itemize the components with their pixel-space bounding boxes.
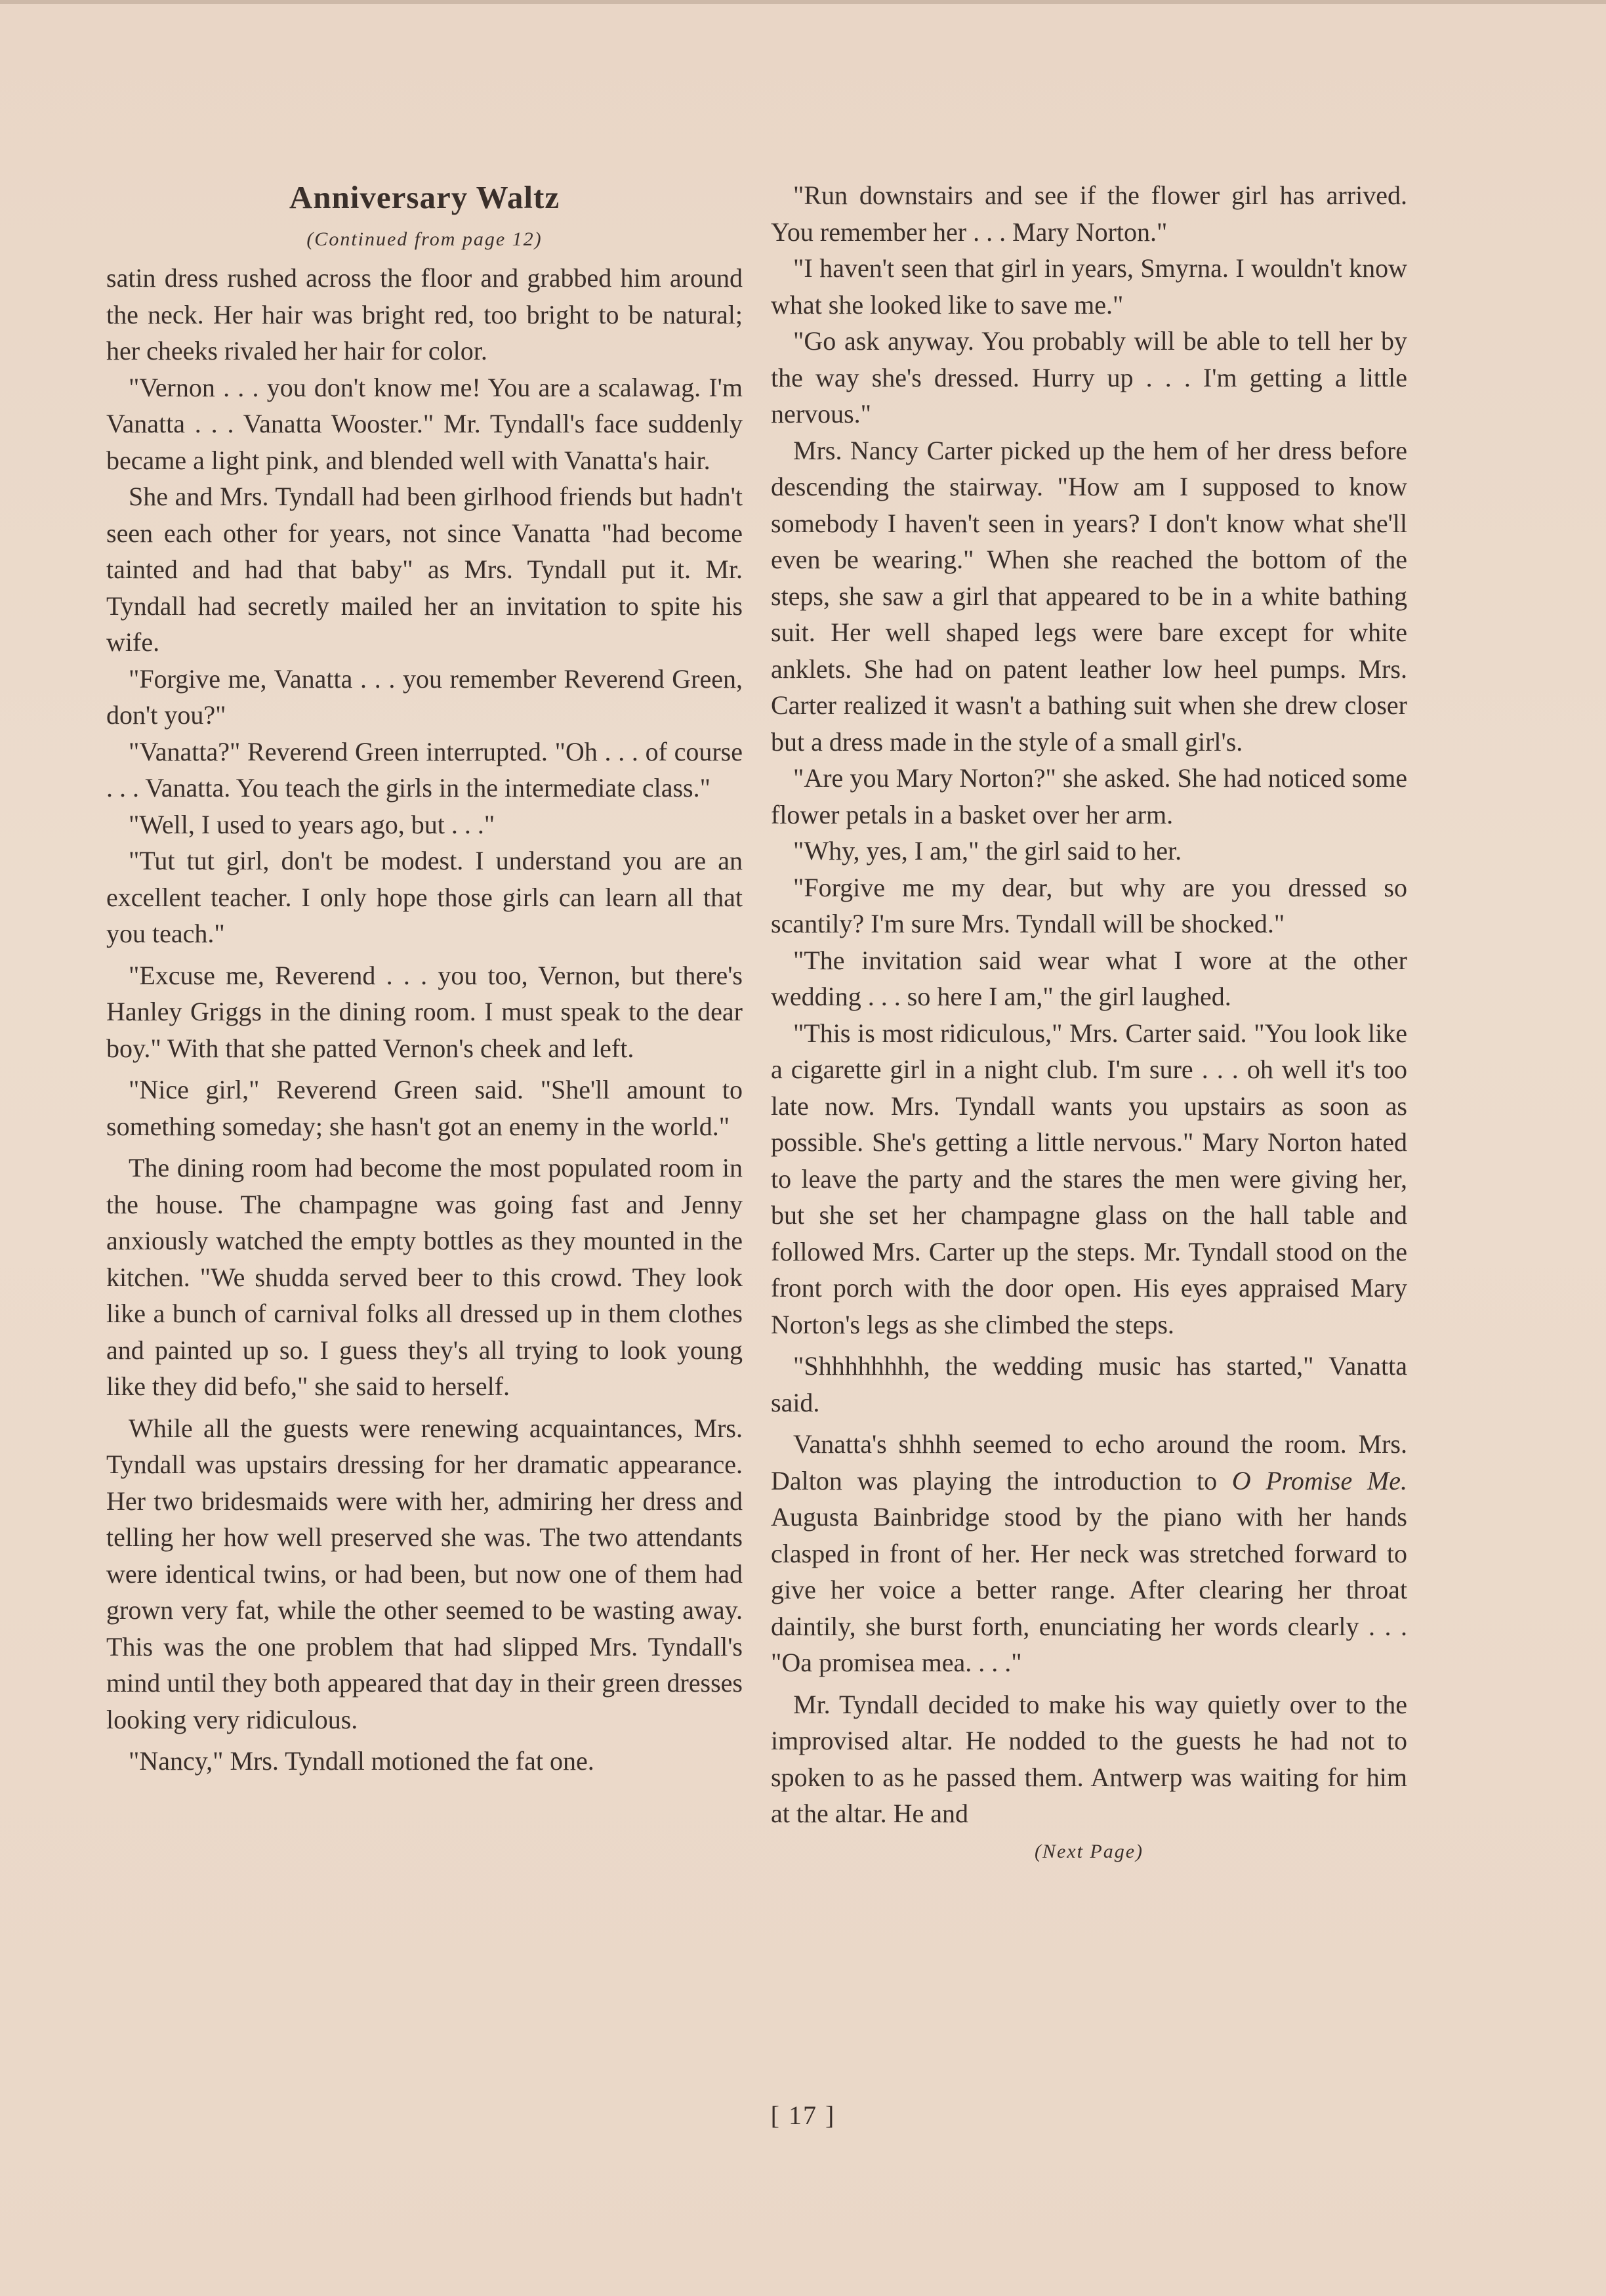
paragraph: "Tut tut girl, don't be modest. I understand you are an excellent teacher. I only hope those girls can learn all that you teach." [106,846,743,948]
song-title: O Promise Me. [1231,1465,1408,1495]
left-column [106,177,743,1780]
page-number: [ 17 ] [770,2100,836,2130]
paragraph: "Shhhhhhhh, the wedding music has started," Vanatta said. [771,1351,1407,1417]
paragraph-with-song [771,1426,1407,1681]
song-paragraph-end: Augusta Bainbridge stood by the piano with her hands clasped in front of her. Her neck was stretched forward to give her voice a better range. After clearing her throat daintily, she burst forth, enunciating her words clearly . . . "Oa promisea mea. . . ." [771,1502,1407,1677]
paragraph: "This is most ridiculous," Mrs. Carter said. "You look like a cigarette girl in a night club. I'm sure . . . oh well it's too late now. Mrs. Tyndall wants you upstairs as soon as possible. She's getting a little nervous." Mary Norton hated to leave the party and the stares the men were giving her, but she set her champagne glass on the hall table and followed Mrs. Carter up the steps. Mr. Tyndall stood on the front porch with the door open. His eyes appraised Mary Norton's legs as she climbed the steps. [771,1018,1407,1339]
paragraph: "Why, yes, I am," the girl said to her. [793,836,1182,866]
paragraph: The dining room had become the most populated room in the house. The champagne was going fast and Jenny anxiously watched the empty bottles as they mounted in the kitchen. "We shudda served beer to this crowd. They look like a bunch of carnival folks all dressed up in them clothes and painted up so. I guess they's all trying to look young like they did befo," she said to herself. [106,1153,743,1401]
paragraph: "Forgive me, Vanatta . . . you remember Reverend Green, don't you?" [106,663,743,730]
article-title: Anniversary Waltz [289,179,560,215]
paragraph: "I haven't seen that girl in years, Smyrna. I wouldn't know what she looked like to save me." [771,253,1407,320]
paragraph: "The invitation said wear what I wore at the other wedding . . . so here I am," the girl laughed. [771,945,1407,1011]
paragraph: "Nancy," Mrs. Tyndall motioned the fat one. [129,1746,594,1776]
right-column [771,177,1407,1866]
paragraph: "Are you Mary Norton?" she asked. She had noticed some flower petals in a basket over her arm. [771,763,1407,829]
paragraph: satin dress rushed across the floor and grabbed him around the neck. Her hair was bright red, too bright to be natural; her cheeks rivaled her hair for color. [106,263,743,365]
paragraph: "Go ask anyway. You probably will be able to tell her by the way she's dressed. Hurry up . . . I'm getting a little nervous." [771,326,1407,428]
paragraph: "Run downstairs and see if the flower girl has arrived. You remember her . . . Mary Norton." [771,180,1407,247]
paragraph: "Vernon . . . you don't know me! You are a scalawag. I'm Vanatta . . . Vanatta Wooster." Mr. Tyndall's face suddenly became a light pink, and blended well with Vanatta's hair. [106,372,743,475]
paragraph: "Well, I used to years ago, but . . ." [129,809,495,839]
page-top-edge [0,0,1606,4]
paragraph: "Forgive me my dear, but why are you dressed so scantily? I'm sure Mrs. Tyndall will be shocked." [771,872,1407,938]
paragraph: While all the guests were renewing acquaintances, Mrs. Tyndall was upstairs dressing for her dramatic appearance. Her two bridesmaids were with her, admiring her dress and telling her how well preserved she was. The two attendants were identical twins, or had been, but now one of them had grown very fat, while the other seemed to be wasting away. This was the one problem that had slipped Mrs. Tyndall's mind until they both appeared that day in their green dresses looking very ridiculous. [106,1413,743,1734]
paragraph: Mrs. Nancy Carter picked up the hem of her dress before descending the stairway. "How am I supposed to know somebody I haven't seen in years? I don't know what she'll even be wearing." When she reached the bottom of the steps, she saw a girl that appeared to be in a white bathing suit. Her well shaped legs were bare except for white anklets. She had on patent leather low heel pumps. Mrs. Carter realized it wasn't a bathing suit when she drew closer but a dress made in the style of a small girl's. [771,435,1407,757]
paragraph: "Excuse me, Reverend . . . you too, Vernon, but there's Hanley Griggs in the dining room. I must speak to the dear boy." With that she patted Vernon's cheek and left. [106,960,743,1063]
paragraph: "Nice girl," Reverend Green said. "She'll amount to something someday; she hasn't got an enemy in the world." [106,1075,743,1141]
song-paragraph-start: Vanatta's shhhh seemed to echo around the room. Mrs. Dalton was playing the introduction to [771,1429,1407,1495]
paragraph: "Vanatta?" Reverend Green interrupted. "Oh . . . of course . . . Vanatta. You teach the girls in the intermediate class." [106,736,743,803]
next-page-note: (Next Page) [1034,1840,1144,1862]
paragraph: She and Mrs. Tyndall had been girlhood friends but hadn't seen each other for years, not since Vanatta "had become tainted and had that baby" as Mrs. Tyndall put it. Mr. Tyndall had secretly mailed her an invitation to spite his wife. [106,482,743,657]
paragraph: Mr. Tyndall decided to make his way quietly over to the improvised altar. He nodded to the guests he had not to spoken to as he passed them. Antwerp was waiting for him at the altar. He and [771,1689,1407,1828]
continued-note: (Continued from page 12) [306,228,543,250]
